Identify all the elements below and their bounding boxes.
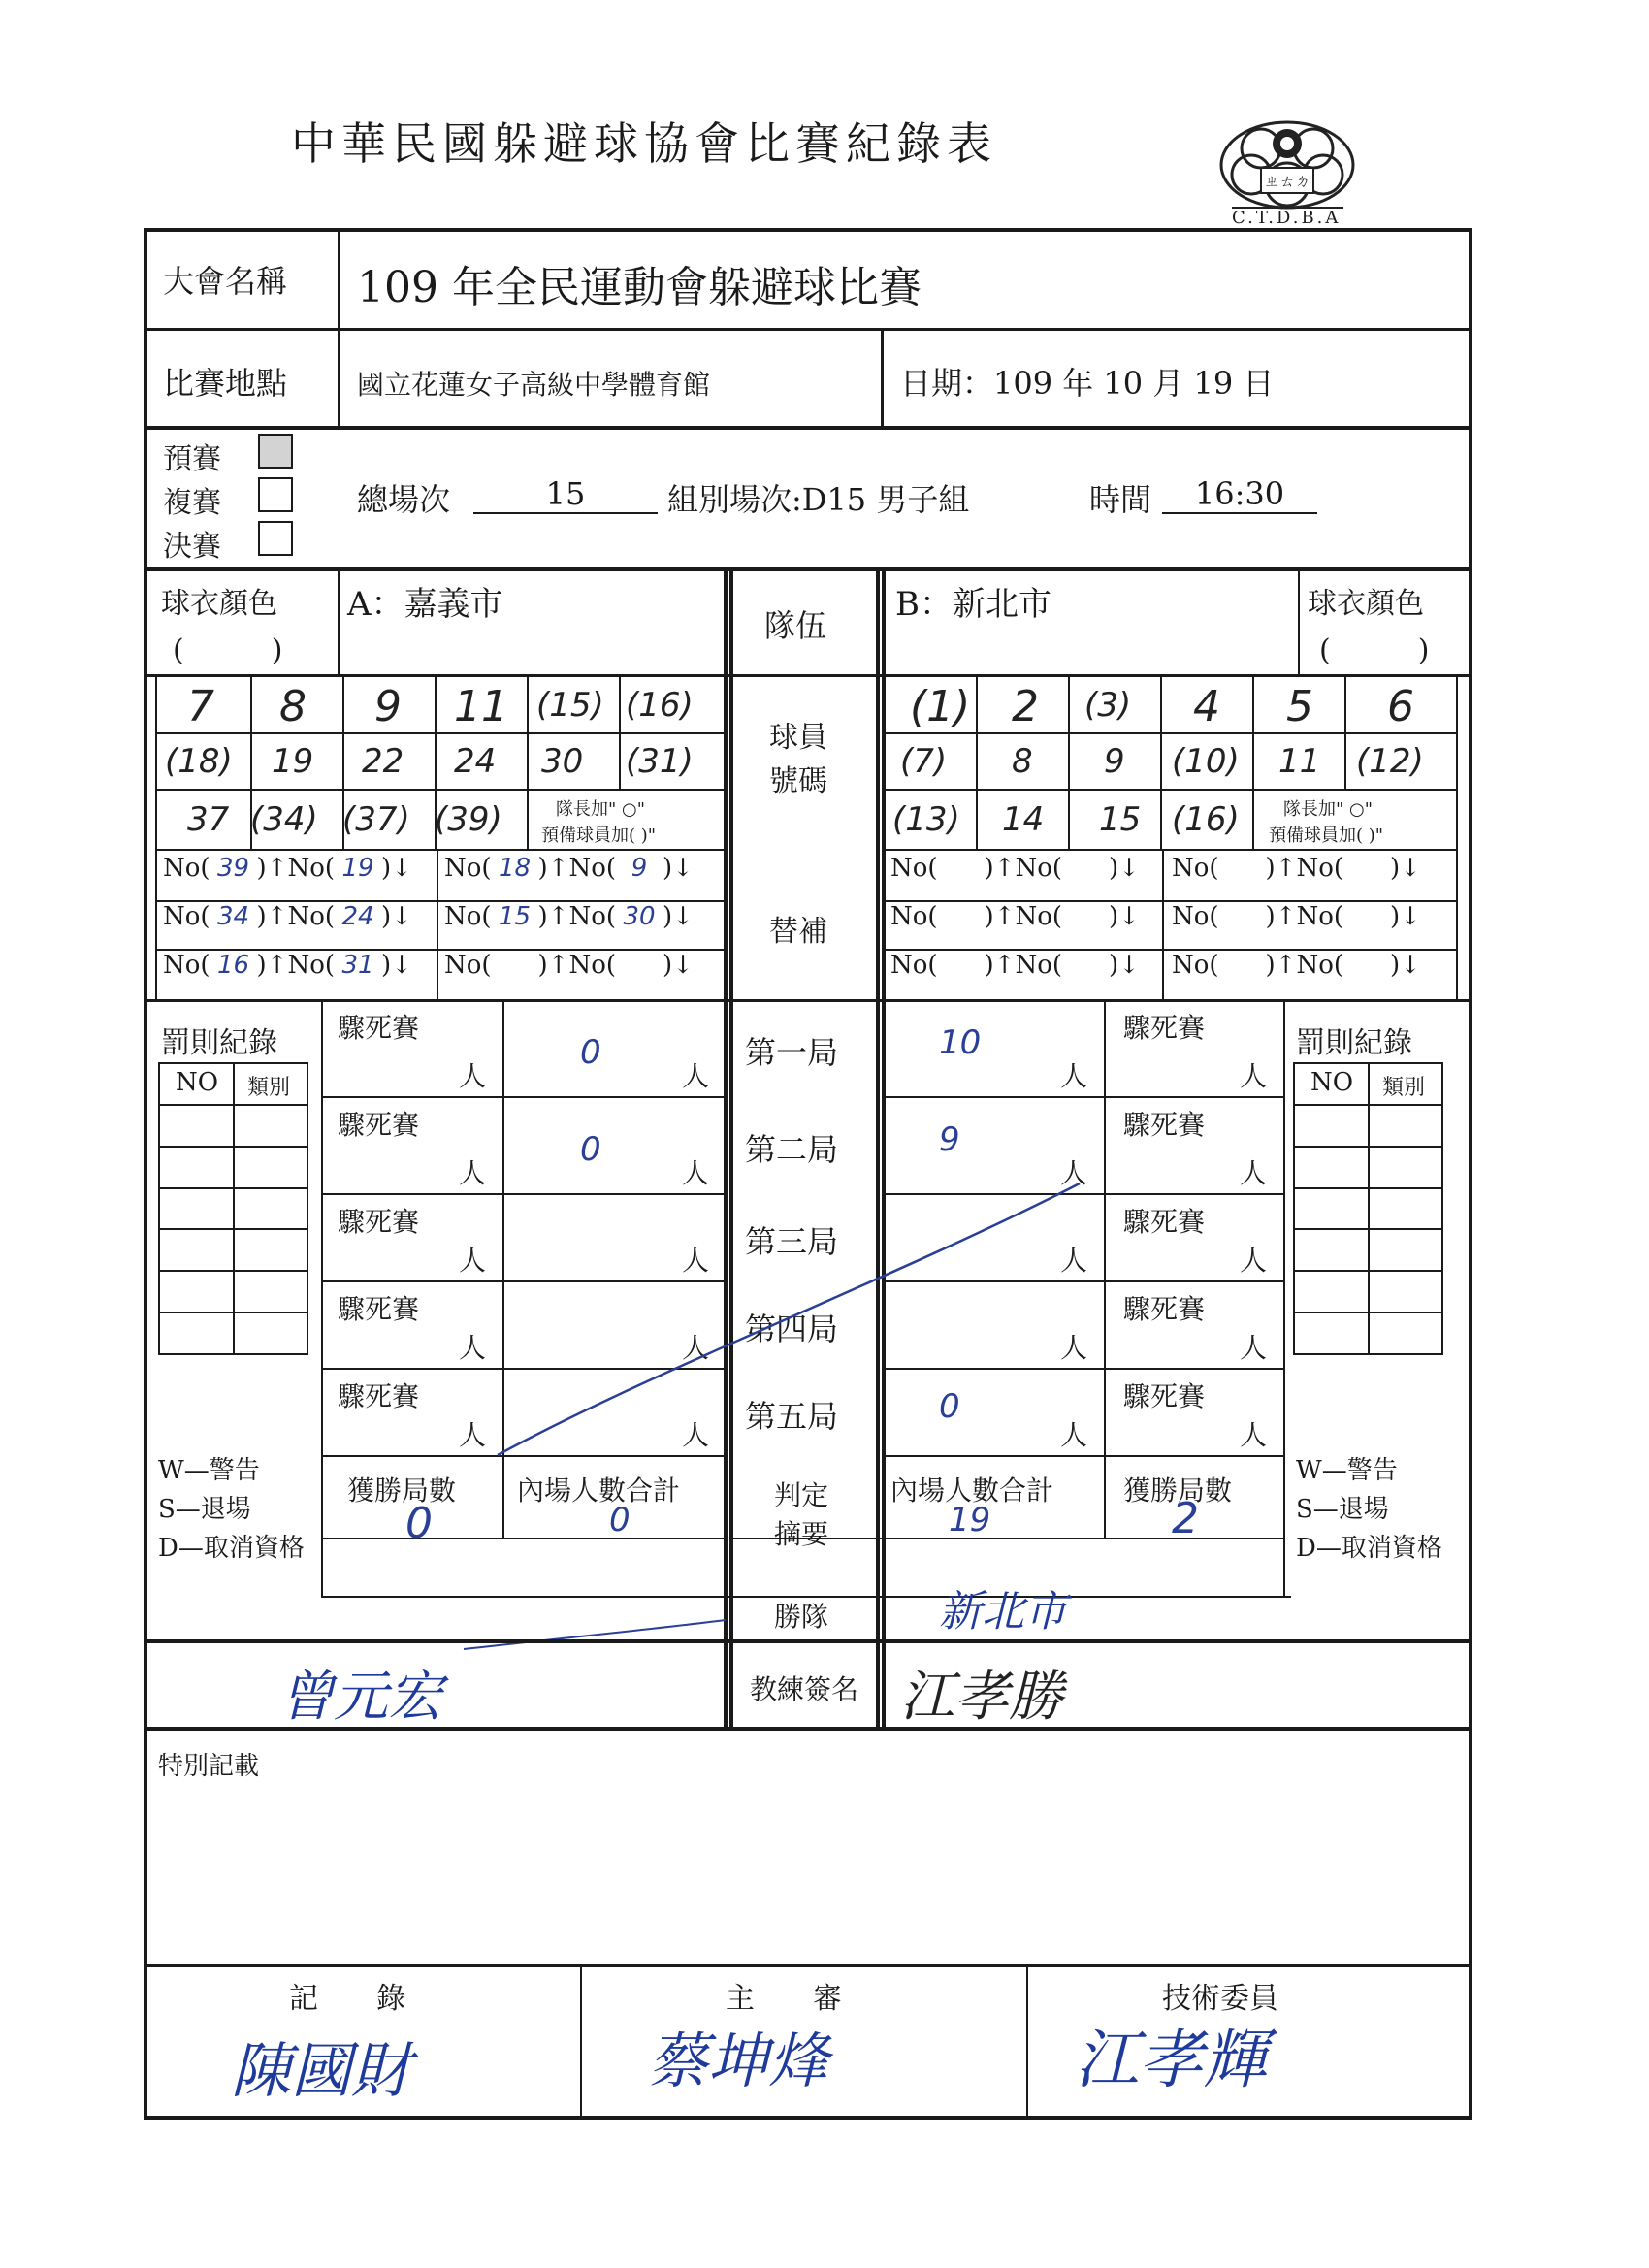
a-penalty-label: 罰則紀錄 [161,1026,277,1060]
a-legend-d: D—取消資格 [158,1534,305,1563]
coach-label: 教練簽名 [750,1673,859,1705]
sub-in-number: 34 [217,902,250,931]
b-won-value: 2 [1172,1494,1199,1543]
sub-in-number: 15 [499,902,532,931]
b-captain-note: 隊長加" ○" [1283,799,1373,820]
game-label: 第四局 [745,1311,839,1347]
sub-in-number: 16 [217,951,250,980]
logo-text: C.T.D.B.A [1232,208,1342,228]
b-legend-d: D—取消資格 [1296,1534,1442,1563]
b-player: (13) [892,800,960,839]
a-score-person: 人 [682,1332,710,1364]
game-label: 第二局 [745,1131,839,1168]
b-game-score: 9 [939,1120,960,1159]
a-player: (37) [342,800,410,839]
substitution-entry: No( )↑No( )↓ [1172,854,1421,883]
sub-out-number: 9 [630,854,648,883]
stage-semi-label: 複賽 [163,486,221,520]
event-label: 大會名稱 [163,263,288,300]
a-player: 8 [279,682,307,731]
b-score-person: 人 [1060,1245,1088,1277]
b-score-person: 人 [1060,1419,1088,1451]
time-value: 16:30 [1162,475,1317,514]
svg-text:ㄓㄊㄉ: ㄓㄊㄉ [1263,172,1311,190]
coach-b-signature: 江孝勝 [900,1666,1063,1729]
a-inner-label: 內場人數合計 [517,1474,681,1507]
b-sudden-death-label: 驟死賽 [1123,1293,1206,1325]
substitution-entry: No( 15 )↑No( 30 )↓ [444,902,694,931]
penalty-no-header: NO [176,1068,219,1097]
substitution-entry: No( )↑No( )↓ [890,902,1140,931]
a-player: (31) [626,742,694,781]
a-sudden-death-label: 驟死賽 [338,1380,420,1412]
b-game-score: 0 [939,1387,960,1426]
substitution-entry: No( 16 )↑No( 31 )↓ [163,951,412,980]
b-legend-w: W—警告 [1296,1456,1398,1485]
penalty-type-header: 類別 [1382,1076,1426,1100]
a-player: 19 [272,742,314,781]
recorder-signature: 陳國財 [231,2035,412,2106]
match-date: 日期：109 年 10 月 19 日 [900,365,1275,402]
venue-name: 國立花蓮女子高級中學體育館 [357,369,711,401]
total-match-label: 總場次 [357,481,451,518]
substitution-entry: No( )↑No( )↓ [444,951,694,980]
b-inner-label: 內場人數合計 [890,1474,1054,1507]
time-label: 時間 [1089,481,1152,518]
sub-in-number: 18 [499,854,532,883]
players-label-1: 球員 [769,721,827,755]
notes-label: 特別記載 [158,1752,260,1781]
game-label: 第五局 [745,1398,839,1435]
a-sudden-person: 人 [459,1060,487,1092]
a-player: (16) [626,686,694,725]
a-player: (18) [165,742,233,781]
b-sudden-death-label: 驟死賽 [1123,1380,1206,1412]
a-score-person: 人 [682,1060,710,1092]
a-legend-s: S—退場 [158,1495,251,1524]
substitute-label: 替補 [769,915,827,949]
group-match-label: 組別場次:D15 男子組 [667,481,970,518]
substitution-entry: No( 39 )↑No( 19 )↓ [163,854,412,883]
tech-signature: 江孝輝 [1075,2023,1267,2097]
b-player: 5 [1286,682,1313,731]
a-sudden-person: 人 [459,1332,487,1364]
b-reserve-note: 預備球員加( )" [1269,826,1384,846]
stage-final-label: 決賽 [163,530,221,564]
b-sudden-person: 人 [1240,1419,1268,1451]
b-sudden-death-label: 驟死賽 [1123,1206,1206,1238]
b-score-person: 人 [1060,1060,1088,1092]
a-player: (15) [536,686,604,725]
team-header: 隊伍 [764,607,827,644]
total-match-value: 15 [473,475,658,514]
substitution-entry: No( )↑No( )↓ [1172,951,1421,980]
a-player: 37 [187,800,230,839]
event-name: 109 年全民運動會躲避球比賽 [357,263,922,312]
b-player: 14 [1002,800,1045,839]
form-frame [144,228,1472,2120]
game-label: 第一局 [745,1034,839,1071]
team-a-name: A：嘉義市 [347,585,503,624]
a-player: 7 [187,682,214,731]
b-player: (16) [1172,800,1240,839]
b-player: 6 [1387,682,1414,731]
sub-out-number: 19 [341,854,374,883]
winner-value: 新北市 [939,1587,1067,1636]
form-title: 中華民國躲避球協會比賽紀錄表 [291,117,997,170]
a-sudden-death-label: 驟死賽 [338,1012,420,1044]
a-reserve-note: 預備球員加( )" [541,826,657,846]
b-player: 4 [1193,682,1220,731]
b-won-label: 獲勝局數 [1123,1474,1233,1507]
substitution-entry: No( 34 )↑No( 24 )↓ [163,902,412,931]
coach-a-signature: 曾元宏 [279,1666,442,1729]
b-inner-value: 19 [949,1501,991,1539]
a-score-person: 人 [682,1157,710,1189]
a-sudden-death-label: 驟死賽 [338,1293,420,1325]
sub-in-number: 39 [217,854,250,883]
team-a-jersey-value: ( ) [173,633,283,667]
venue-label: 比賽地點 [163,365,288,402]
b-player: (1) [910,682,971,731]
a-captain-note: 隊長加" ○" [556,799,645,820]
team-b-jersey-value: ( ) [1319,633,1430,667]
team-b-jersey-label: 球衣顏色 [1308,587,1424,621]
substitution-entry: No( )↑No( )↓ [890,951,1140,980]
a-sudden-death-label: 驟死賽 [338,1109,420,1141]
b-score-person: 人 [1060,1332,1088,1364]
tech-label: 技術委員 [1162,1982,1278,2016]
a-player: 11 [454,682,508,731]
b-player: (3) [1084,686,1132,725]
b-sudden-death-label: 驟死賽 [1123,1012,1206,1044]
a-game-score: 0 [580,1033,601,1072]
a-won-value: 0 [405,1499,433,1548]
referee-signature: 蔡坤烽 [648,2025,829,2096]
b-sudden-death-label: 驟死賽 [1123,1109,1206,1141]
team-b-name: B：新北市 [895,585,1051,624]
strike-lines [144,228,1472,2120]
a-sudden-person: 人 [459,1419,487,1451]
a-game-score: 0 [580,1130,601,1169]
b-penalty-label: 罰則紀錄 [1296,1026,1412,1060]
b-player: 9 [1104,742,1125,781]
referee-label: 主 審 [726,1982,842,2016]
b-player: (10) [1172,742,1240,781]
b-sudden-person: 人 [1240,1157,1268,1189]
b-player: (7) [900,742,948,781]
a-player: 22 [362,742,404,781]
penalty-type-header: 類別 [247,1076,291,1100]
b-player: 11 [1278,742,1321,781]
b-player: 15 [1099,800,1142,839]
judge-label-2: 摘要 [774,1518,829,1550]
substitution-entry: No( 18 )↑No( 9 )↓ [444,854,694,883]
sub-out-number: 31 [341,951,374,980]
players-label-2: 號碼 [769,764,827,798]
a-sudden-person: 人 [459,1157,487,1189]
logo [1203,114,1373,229]
a-player: 30 [541,742,584,781]
judge-label-1: 判定 [774,1479,829,1511]
b-legend-s: S—退場 [1296,1495,1389,1524]
a-sudden-death-label: 驟死賽 [338,1206,420,1238]
a-sudden-person: 人 [459,1245,487,1277]
sub-out-number: 30 [623,902,656,931]
sub-out-number: 24 [341,902,374,931]
a-player: (39) [435,800,502,839]
b-player: 2 [1012,682,1039,731]
a-legend-w: W—警告 [158,1456,260,1485]
a-score-person: 人 [682,1245,710,1277]
b-sudden-person: 人 [1240,1245,1268,1277]
winner-label: 勝隊 [774,1601,829,1633]
a-inner-value: 0 [609,1501,630,1539]
b-score-person: 人 [1060,1157,1088,1189]
b-game-score: 10 [939,1023,982,1062]
a-player: (34) [250,800,318,839]
b-player: (12) [1356,742,1424,781]
recorder-label: 記 錄 [289,1982,405,2016]
stage-prelim-label: 預賽 [163,442,221,476]
a-score-person: 人 [682,1419,710,1451]
b-sudden-person: 人 [1240,1060,1268,1092]
substitution-entry: No( )↑No( )↓ [1172,902,1421,931]
a-player: 24 [454,742,497,781]
penalty-no-header: NO [1310,1068,1354,1097]
substitution-entry: No( )↑No( )↓ [890,854,1140,883]
a-won-label: 獲勝局數 [347,1474,457,1507]
b-player: 8 [1012,742,1033,781]
a-player: 9 [374,682,402,731]
team-a-jersey-label: 球衣顏色 [161,587,277,621]
b-sudden-person: 人 [1240,1332,1268,1364]
game-label: 第三局 [745,1223,839,1260]
